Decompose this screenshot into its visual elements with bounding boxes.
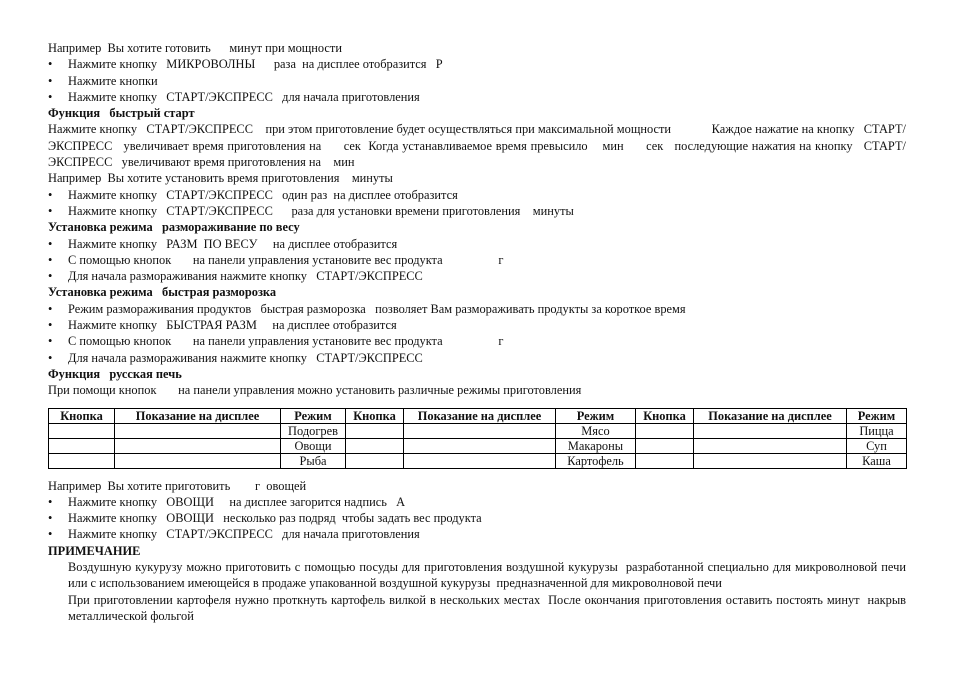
list-item: • Нажмите кнопку РАЗМ ПО ВЕСУ на дисплее отобразится xyxy=(48,236,906,252)
quick-defrost-list xyxy=(48,301,906,366)
table-header-cell: Режим xyxy=(556,408,636,423)
example-1-intro: Например Вы хотите готовить минут при мощности xyxy=(48,41,342,55)
table-cell xyxy=(694,453,847,468)
table-cell xyxy=(115,423,281,438)
table-cell: Макароны xyxy=(556,438,636,453)
quick-start-list xyxy=(48,187,906,220)
note-heading: ПРИМЕЧАНИЕ xyxy=(48,543,141,558)
list-item: • С помощью кнопок на панели управления установите вес продукта г xyxy=(48,252,906,268)
table-header-cell: Кнопка xyxy=(636,408,694,423)
table-row xyxy=(49,453,907,468)
list-item: • Нажмите кнопку БЫСТРАЯ РАЗМ на дисплее отобразится xyxy=(48,317,906,333)
example-1-list xyxy=(48,56,906,105)
table-header-cell: Показание на дисплее xyxy=(694,408,847,423)
quick-defrost-heading: Установка режима быстрая разморозка xyxy=(48,285,277,300)
table-cell: Рыба xyxy=(281,453,346,468)
list-item: • Нажмите кнопку СТАРТ/ЭКСПРЕСС для начала приготовления xyxy=(48,526,906,542)
table-header-cell: Показание на дисплее xyxy=(115,408,281,423)
example-3-intro: Например Вы хотите приготовить г овощей xyxy=(48,478,307,493)
example-3-list xyxy=(48,494,906,543)
table-header-cell: Кнопка xyxy=(346,408,404,423)
list-item: • С помощью кнопок на панели управления установите вес продукта г xyxy=(48,333,906,349)
list-item: • Нажмите кнопку ОВОЩИ на дисплее загорится надпись А xyxy=(48,494,906,510)
russian-oven-heading: Функция русская печь xyxy=(48,366,182,381)
table-header-cell: Режим xyxy=(847,408,907,423)
table-header-cell: Кнопка xyxy=(49,408,115,423)
list-item: • Нажмите кнопки xyxy=(48,73,906,89)
table-cell xyxy=(636,423,694,438)
table-cell xyxy=(49,423,115,438)
russian-oven-intro: При помощи кнопок на панели управления можно установить различные режимы приготовления xyxy=(48,383,582,398)
table-cell: Овощи xyxy=(281,438,346,453)
table-cell xyxy=(636,453,694,468)
list-item: • Нажмите кнопку СТАРТ/ЭКСПРЕСС раза для установки времени приготовления минуты xyxy=(48,203,906,219)
table-cell xyxy=(115,453,281,468)
table-cell xyxy=(346,438,404,453)
list-item: • Для начала размораживания нажмите кнопку СТАРТ/ЭКСПРЕСС xyxy=(48,268,906,284)
quick-start-paragraph: Нажмите кнопку СТАРТ/ЭКСПРЕСС при этом приготовление будет осуществляться при максимальной мощности Каждое нажатие на кнопку СТАРТ/ЭКСПРЕСС увеличивает время приготовления на сек Когда устанавливаемое время превысило мин сек последующие нажатия на кнопку СТАРТ/ЭКСПРЕСС увеличивают время приготовления на мин xyxy=(48,122,906,170)
table-cell xyxy=(49,453,115,468)
table-cell xyxy=(346,423,404,438)
table-cell: Картофель xyxy=(556,453,636,468)
table-cell xyxy=(346,453,404,468)
list-item: • Нажмите кнопку МИКРОВОЛНЫ раза на дисплее отобразится Р xyxy=(48,56,906,72)
note-paragraph-1: Воздушную кукурузу можно приготовить с помощью посуды для приготовления воздушной кукурузы разработанной специально для микроволновой печи или с использованием имеющейся в продаже упакованной воздушной кукурузы предназначенной для микроволновой печи xyxy=(68,560,910,591)
table-cell: Подогрев xyxy=(281,423,346,438)
list-item: • Для начала размораживания нажмите кнопку СТАРТ/ЭКСПРЕСС xyxy=(48,350,906,366)
table-cell: Пицца xyxy=(847,423,907,438)
table-cell: Каша xyxy=(847,453,907,468)
table-row xyxy=(49,423,907,438)
defrost-weight-heading: Установка режима размораживание по весу xyxy=(48,220,300,235)
list-item: • Нажмите кнопку СТАРТ/ЭКСПРЕСС один раз на дисплее отобразится xyxy=(48,187,906,203)
table-cell xyxy=(115,438,281,453)
table-cell xyxy=(49,438,115,453)
list-item: • Нажмите кнопку СТАРТ/ЭКСПРЕСС для начала приготовления xyxy=(48,89,906,105)
table-cell xyxy=(404,423,556,438)
cooking-modes-table xyxy=(48,408,907,469)
table-header-cell: Режим xyxy=(281,408,346,423)
table-header-cell: Показание на дисплее xyxy=(404,408,556,423)
document-page xyxy=(48,40,910,624)
defrost-weight-list xyxy=(48,236,906,285)
table-cell xyxy=(404,453,556,468)
note-paragraph-2: При приготовлении картофеля нужно проткнуть картофель вилкой в нескольких местах После окончания приготовления оставить постоять минут накрыв металлической фольгой xyxy=(68,592,910,623)
table-cell xyxy=(694,438,847,453)
table-cell: Мясо xyxy=(556,423,636,438)
table-row xyxy=(49,438,907,453)
list-item: • Режим размораживания продуктов быстрая разморозка позволяет Вам размораживать продукты за короткое время xyxy=(48,301,906,317)
table-cell xyxy=(636,438,694,453)
quick-start-example-intro: Например Вы хотите установить время приготовления минуты xyxy=(48,171,393,186)
list-item: • Нажмите кнопку ОВОЩИ несколько раз подряд чтобы задать вес продукта xyxy=(48,510,906,526)
table-header-row xyxy=(49,408,907,423)
table-cell xyxy=(404,438,556,453)
table-cell xyxy=(694,423,847,438)
table-cell: Суп xyxy=(847,438,907,453)
quick-start-heading: Функция быстрый старт xyxy=(48,106,195,121)
